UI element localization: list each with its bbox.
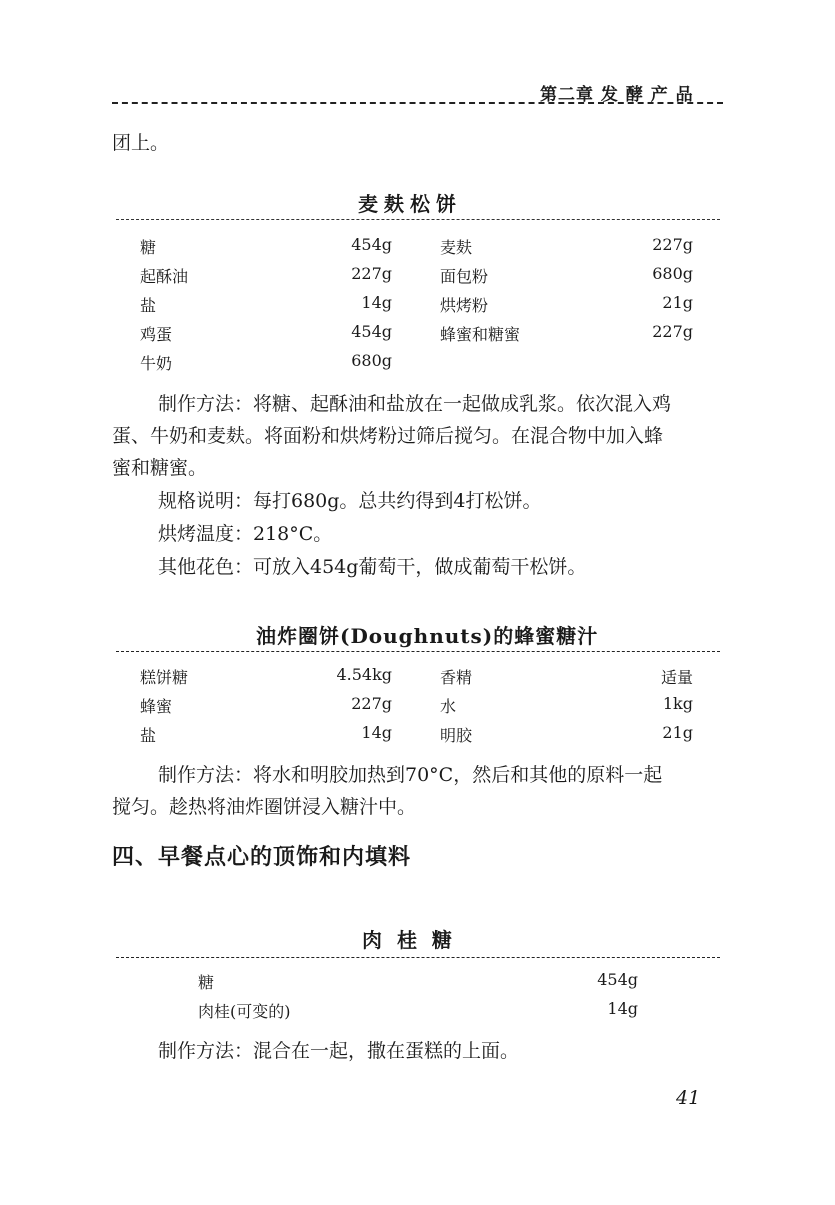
spec-text: 规格说明：每打680g。总共约得到4打松饼。 — [158, 490, 542, 512]
method-text: 搅匀。趁热将油炸圈饼浸入糖汁中。 — [112, 796, 417, 818]
ingredient-amount: 适量 — [660, 668, 693, 687]
baking-temp-text: 烘烤温度：218°C。 — [158, 523, 333, 545]
ingredient-amount: 14g — [361, 723, 392, 742]
page-number: 41 — [676, 1087, 701, 1109]
ingredient-amount: 227g — [652, 235, 693, 254]
method-text: 制作方法：将水和明胶加热到70°C，然后和其他的原料一起 — [158, 764, 663, 786]
recipe-rule — [116, 957, 720, 958]
method-text: 制作方法：将糖、起酥油和盐放在一起做成乳浆。依次混入鸡 — [158, 393, 672, 415]
recipe-title-cinnamon-sugar: 肉 桂 糖 — [362, 928, 456, 952]
recipe-title-bran-muffin: 麦麸松饼 — [358, 192, 462, 216]
ingredient-name: 面包粉 — [440, 267, 489, 286]
ingredient-amount: 680g — [652, 264, 693, 283]
ingredient-name: 糕饼糖 — [140, 668, 189, 687]
recipe-rule — [116, 651, 720, 652]
ingredient-amount: 454g — [351, 235, 392, 254]
ingredient-amount: 454g — [597, 970, 638, 989]
ingredient-amount: 680g — [351, 351, 392, 370]
ingredient-name: 糖 — [140, 238, 157, 257]
method-text: 蜜和糖蜜。 — [112, 457, 208, 479]
ingredient-amount: 227g — [652, 322, 693, 341]
method-text: 蛋、牛奶和麦麸。将面粉和烘烤粉过筛后搅匀。在混合物中加入蜂 — [112, 425, 664, 447]
ingredient-amount: 14g — [361, 293, 392, 312]
header-rule — [112, 102, 723, 104]
ingredient-amount: 14g — [607, 999, 638, 1018]
ingredient-name: 明胶 — [440, 726, 473, 745]
variant-text: 其他花色：可放入454g葡萄干，做成葡萄干松饼。 — [158, 556, 587, 578]
ingredient-name: 麦麸 — [440, 238, 473, 257]
recipe-rule — [116, 219, 720, 220]
recipe-title-doughnut-glaze: 油炸圈饼(Doughnuts)的蜂蜜糖汁 — [256, 624, 599, 648]
ingredient-amount: 227g — [351, 264, 392, 283]
ingredient-name: 起酥油 — [140, 267, 189, 286]
running-header: 第二章 发 酵 产 品 — [540, 85, 694, 105]
ingredient-name: 盐 — [140, 726, 157, 745]
ingredient-amount: 454g — [351, 322, 392, 341]
carryover-text: 团上。 — [112, 132, 170, 154]
ingredient-name: 水 — [440, 697, 457, 716]
ingredient-name: 糖 — [198, 973, 215, 992]
ingredient-name: 盐 — [140, 296, 157, 315]
ingredient-name: 鸡蛋 — [140, 325, 173, 344]
ingredient-amount: 21g — [662, 723, 693, 742]
ingredient-name: 蜂蜜 — [140, 697, 173, 716]
ingredient-name: 肉桂(可变的) — [198, 1002, 291, 1021]
ingredient-name: 蜂蜜和糖蜜 — [440, 325, 521, 344]
ingredient-amount: 1kg — [662, 694, 693, 713]
ingredient-amount: 227g — [351, 694, 392, 713]
method-text: 制作方法：混合在一起，撒在蛋糕的上面。 — [158, 1040, 520, 1062]
ingredient-name: 香精 — [440, 668, 473, 687]
ingredient-name: 烘烤粉 — [440, 296, 489, 315]
section-heading: 四、早餐点心的顶饰和内填料 — [112, 844, 412, 870]
ingredient-name: 牛奶 — [140, 354, 173, 373]
ingredient-amount: 4.54kg — [336, 665, 392, 684]
ingredient-amount: 21g — [662, 293, 693, 312]
